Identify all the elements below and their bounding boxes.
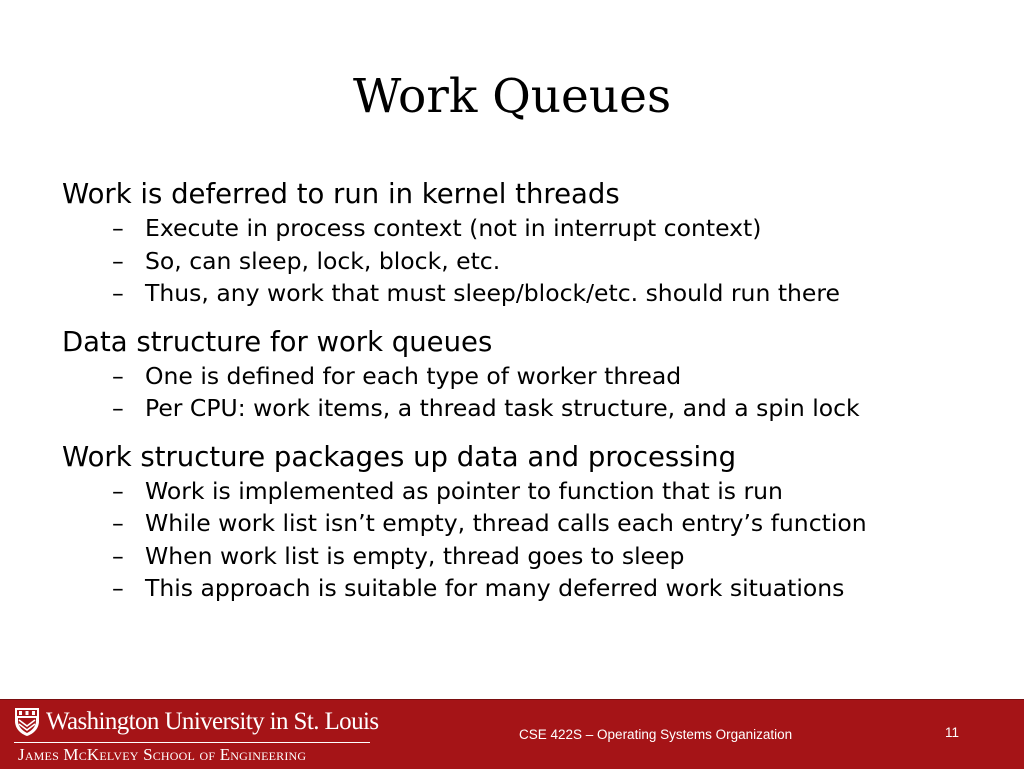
sub-bullet-text: One is defined for each type of worker thread	[145, 361, 682, 390]
sub-bullet-item	[62, 212, 1012, 245]
logo-divider	[14, 742, 370, 743]
bullet-main: Work is deferred to run in kernel threads	[62, 178, 620, 210]
sub-bullet-text: Per CPU: work items, a thread task structure, and a spin lock	[145, 394, 860, 422]
logo-wordmark: Washington University in St. Louis	[46, 708, 379, 735]
slide-number: 11	[945, 725, 960, 740]
dash-marker: –	[112, 214, 124, 242]
sub-bullet-text: When work list is empty, thread goes to sleep	[145, 541, 685, 570]
bullet-main: Work structure packages up data and processing	[62, 440, 737, 473]
bullet-main: Data structure for work queues	[62, 325, 493, 358]
bullet-group-3	[62, 439, 1012, 605]
slide-title: Work Queues	[352, 69, 672, 124]
sub-bullet-text: Thus, any work that must sleep/block/etc. should run there	[145, 279, 840, 307]
sub-bullet-item	[62, 572, 1012, 605]
sub-bullet-item	[62, 392, 1012, 425]
slide-footer	[0, 699, 1024, 769]
dash-marker: –	[112, 361, 124, 390]
dash-marker: –	[112, 246, 124, 275]
slide-content	[62, 176, 1012, 619]
course-name: CSE 422S – Operating Systems Organization	[519, 727, 793, 742]
sub-bullet-list	[62, 212, 1012, 310]
sub-bullet-list	[62, 360, 1012, 425]
sub-bullet-text: While work list isn’t empty, thread calls each entry’s function	[145, 509, 867, 537]
sub-bullet-item	[62, 507, 1012, 540]
shield-icon	[14, 707, 40, 737]
sub-bullet-text: Execute in process context (not in interrupt context)	[145, 214, 762, 242]
sub-bullet-item	[62, 540, 1012, 573]
dash-marker: –	[112, 476, 124, 505]
sub-bullet-item	[62, 277, 1012, 310]
dash-marker: –	[112, 574, 124, 602]
sub-bullet-text: Work is implemented as pointer to function that is run	[145, 476, 783, 505]
bullet-group-1	[62, 176, 1012, 310]
sub-bullet-text: So, can sleep, lock, block, etc.	[145, 246, 501, 275]
sub-bullet-item	[62, 245, 1012, 278]
logo-school-name: James McKelvey School of Engineering	[18, 745, 307, 764]
dash-marker: –	[112, 541, 124, 570]
dash-marker: –	[112, 394, 124, 422]
sub-bullet-text: This approach is suitable for many deferred work situations	[145, 574, 845, 602]
dash-marker: –	[112, 509, 124, 537]
dash-marker: –	[112, 279, 124, 307]
sub-bullet-item	[62, 475, 1012, 508]
university-logo	[14, 705, 379, 765]
sub-bullet-list	[62, 475, 1012, 605]
sub-bullet-item	[62, 360, 1012, 393]
bullet-group-2	[62, 324, 1012, 425]
